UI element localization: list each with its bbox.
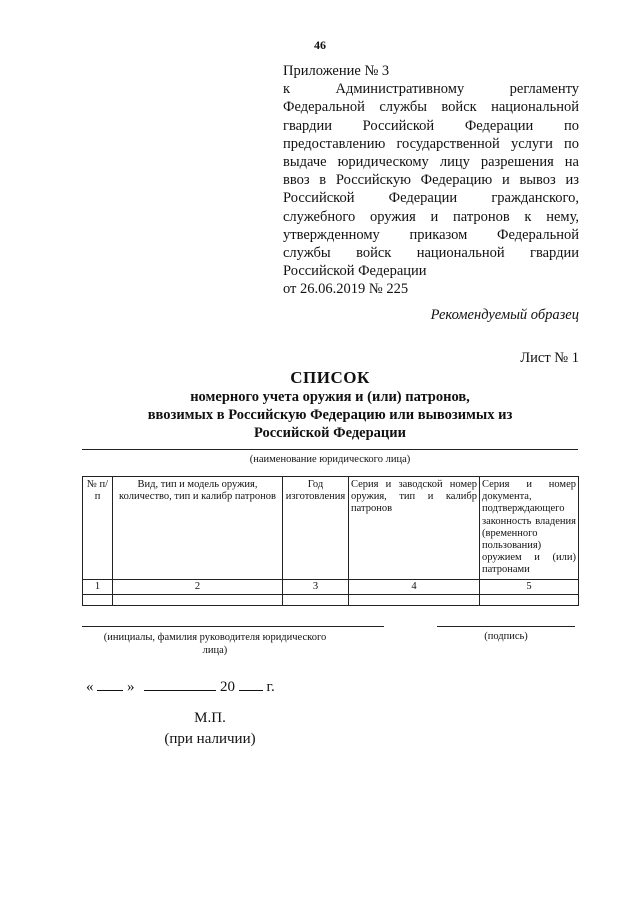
appendix-line: к Административному регламенту [283,81,579,98]
recommended-sample-label: Рекомендуемый образец [430,307,579,323]
signature-line [437,626,575,627]
head-name-line [82,626,384,627]
table-cell [113,594,283,605]
document-title: СПИСОК [290,368,370,387]
table-cell [349,594,480,605]
document-subtitle-line: номерного учета оружия и (или) патронов, [190,389,470,405]
sheet-number: Лист № 1 [520,350,579,366]
table-cell [83,594,113,605]
table-cell [283,594,349,605]
appendix-line: предоставлению государственной услуги по [283,135,579,152]
appendix-line: гвардии Российской Федерации по [283,117,579,134]
column-number: 3 [283,579,349,594]
year-suffix: г. [266,679,275,695]
appendix-line: выдаче юридическому лицу разрешения на [283,153,579,170]
appendix-line: Российской Федерации гражданского, [283,190,579,207]
appendix-line: Приложение № 3 [283,63,390,79]
table-row [83,594,579,605]
column-number: 1 [83,579,113,594]
signature-caption: (подпись) [484,631,528,642]
appendix-line: от 26.06.2019 № 225 [283,281,409,298]
stamp-note: (при наличии) [164,731,256,747]
table-row [83,579,579,594]
appendix-line: ввоз в Российскую Федерацию и вывоз из [283,172,579,189]
column-header: № п/п [83,477,113,580]
month-blank [144,676,216,691]
year-blank [239,676,263,691]
column-header: Вид, тип и модель оружия, количество, тип и калибр патронов [113,477,283,580]
organization-name-line [82,449,578,450]
appendix-block [283,62,579,298]
document-subtitle-line: ввозимых в Российскую Федерацию или вывозимых из [147,407,513,423]
table-cell [480,594,579,605]
appendix-line: утвержденному приказом Федеральной [283,226,579,243]
day-blank [97,676,123,691]
column-number: 4 [349,579,480,594]
close-quote: » [127,679,135,695]
table-header-row [83,477,579,580]
stamp-label: М.П. [194,710,226,726]
page-number: 46 [314,38,326,52]
document-subtitle-line: Российской Федерации [253,425,406,441]
date-field [86,676,275,696]
column-header: Серия и заводской номер оружия, тип и калибр патронов [349,477,480,580]
column-number: 5 [480,579,579,594]
column-header: Серия и номер документа, подтверждающего законность владения (временного пользования) оружием и (или) патронами [480,477,579,580]
appendix-line: Федеральной службы войск национальной [283,99,579,116]
organization-name-caption: (наименование юридического лица) [249,454,411,465]
appendix-line: Российской Федерации [283,263,427,280]
year-prefix: 20 [220,679,235,695]
stamp-block [120,708,300,750]
column-header: Год изготовления [283,477,349,580]
appendix-line: службы войск национальной гвардии [283,244,579,261]
appendix-line: служебного оружия и патронов к нему, [283,208,579,225]
registry-table [82,476,579,606]
column-number: 2 [113,579,283,594]
open-quote: « [86,679,94,695]
head-name-caption: (инициалы, фамилия руководителя юридического лица) [103,632,327,656]
